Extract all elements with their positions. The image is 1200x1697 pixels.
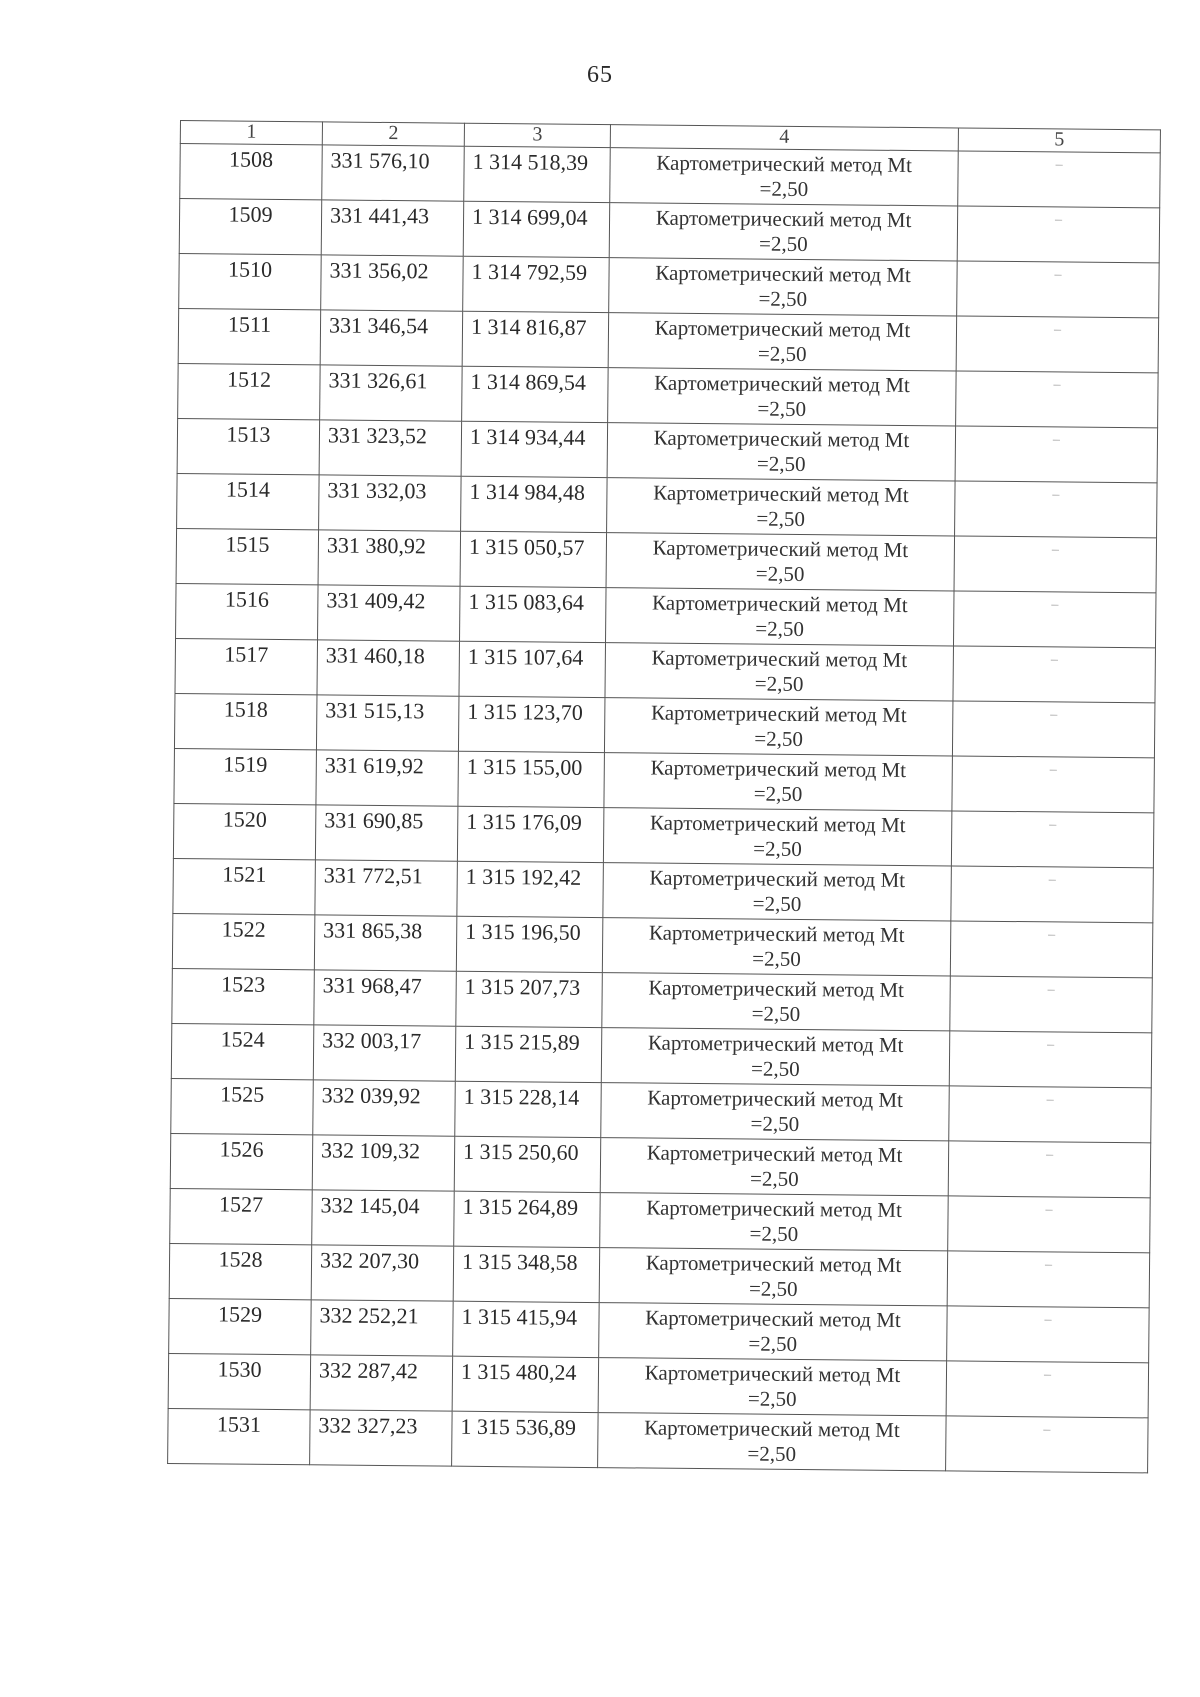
accuracy-text: =2,50: [758, 231, 808, 257]
y-coordinate-cell: 1 314 984,48: [461, 476, 608, 532]
x-coordinate-cell: 331 619,92: [316, 750, 459, 806]
method-cell: [608, 368, 957, 426]
method-cell: [601, 1028, 950, 1086]
method-cell: [609, 203, 958, 261]
table-row: [177, 473, 1157, 537]
column-header-1: 1: [180, 121, 322, 145]
note-cell: –: [953, 646, 1156, 703]
method-cell: [600, 1193, 949, 1251]
method-text: Картометрический метод Mt: [652, 535, 909, 563]
x-coordinate-cell: 332 145,04: [312, 1190, 455, 1246]
page-number: 65: [587, 62, 613, 88]
point-number-cell: 1515: [176, 528, 319, 584]
table-row: [170, 1133, 1150, 1197]
point-number-cell: 1522: [172, 913, 315, 969]
x-coordinate-cell: 332 287,42: [310, 1355, 453, 1411]
accuracy-text: =2,50: [757, 341, 807, 367]
x-coordinate-cell: 331 326,61: [320, 365, 463, 421]
table-row: [176, 583, 1156, 647]
y-coordinate-cell: 1 314 869,54: [462, 366, 609, 422]
table-row: [175, 638, 1155, 702]
note-cell: –: [949, 1031, 1152, 1088]
point-number-cell: 1525: [171, 1078, 314, 1134]
note-cell: –: [955, 426, 1158, 483]
x-coordinate-cell: 331 409,42: [318, 585, 461, 641]
accuracy-text: =2,50: [747, 1441, 797, 1466]
accuracy-text: =2,50: [756, 506, 806, 532]
y-coordinate-cell: 1 315 050,57: [460, 531, 607, 587]
table-row: [171, 1078, 1151, 1142]
method-text: Картометрический метод Mt: [653, 425, 910, 453]
method-text: Картометрический метод Mt: [646, 1140, 903, 1167]
note-cell: –: [949, 1086, 1152, 1143]
point-number-cell: 1523: [172, 968, 315, 1024]
point-number-cell: 1527: [170, 1188, 313, 1244]
method-text: Картометрический метод Mt: [653, 480, 909, 508]
method-cell: [600, 1138, 949, 1196]
x-coordinate-cell: 331 332,03: [319, 475, 462, 531]
note-cell: –: [950, 976, 1153, 1033]
accuracy-text: =2,50: [757, 396, 807, 422]
method-text: Картометрический метод Mt: [646, 1195, 902, 1222]
y-coordinate-cell: 1 314 816,87: [462, 311, 609, 367]
point-number-cell: 1531: [168, 1408, 311, 1464]
x-coordinate-cell: 331 690,85: [315, 805, 458, 861]
method-text: Картометрический метод Mt: [644, 1415, 900, 1442]
method-text: Картометрический метод Mt: [656, 150, 912, 178]
coordinates-table: [167, 120, 1161, 1473]
method-text: Картометрический метод Mt: [650, 755, 907, 782]
y-coordinate-cell: 1 315 155,00: [458, 751, 605, 807]
method-cell: [598, 1358, 947, 1416]
y-coordinate-cell: 1 315 536,89: [452, 1411, 599, 1467]
point-number-cell: 1510: [179, 253, 322, 309]
note-cell: –: [956, 371, 1159, 428]
y-coordinate-cell: 1 315 107,64: [459, 641, 606, 697]
method-cell: [610, 148, 959, 206]
method-text: Картометрический метод Mt: [644, 1360, 901, 1387]
y-coordinate-cell: 1 315 192,42: [457, 861, 604, 917]
method-cell: [606, 533, 955, 591]
accuracy-text: =2,50: [755, 561, 805, 587]
x-coordinate-cell: 331 380,92: [318, 530, 461, 586]
note-cell: –: [957, 261, 1160, 318]
y-coordinate-cell: 1 315 215,89: [455, 1026, 602, 1082]
table-row: [179, 253, 1159, 317]
point-number-cell: 1511: [178, 308, 321, 364]
accuracy-text: =2,50: [749, 1166, 799, 1191]
point-number-cell: 1517: [175, 638, 318, 694]
accuracy-text: =2,50: [753, 781, 803, 807]
accuracy-text: =2,50: [751, 1001, 801, 1026]
x-coordinate-cell: 331 576,10: [322, 145, 465, 201]
method-text: Картометрический метод Mt: [654, 315, 911, 343]
accuracy-text: =2,50: [753, 836, 802, 862]
accuracy-text: =2,50: [758, 286, 808, 312]
point-number-cell: 1514: [177, 473, 320, 529]
point-number-cell: 1521: [173, 858, 316, 914]
method-cell: [604, 698, 953, 756]
y-coordinate-cell: 1 315 176,09: [457, 806, 604, 862]
method-cell: [604, 753, 953, 811]
point-number-cell: 1528: [169, 1243, 312, 1299]
note-cell: –: [946, 1416, 1149, 1473]
table-row: [169, 1298, 1149, 1362]
table-row: [172, 913, 1152, 977]
method-text: Картометрический метод Mt: [645, 1305, 901, 1332]
accuracy-text: =2,50: [749, 1221, 799, 1246]
note-cell: –: [954, 536, 1157, 593]
table-row: [173, 803, 1153, 867]
note-cell: –: [958, 151, 1161, 208]
point-number-cell: 1529: [169, 1298, 312, 1354]
point-number-cell: 1509: [179, 199, 322, 255]
table-row: [169, 1243, 1149, 1307]
y-coordinate-cell: 1 315 480,24: [452, 1356, 599, 1412]
coordinates-table-wrapper: [167, 120, 1160, 1473]
point-number-cell: 1512: [178, 363, 321, 419]
x-coordinate-cell: 332 109,32: [312, 1135, 455, 1191]
y-coordinate-cell: 1 314 699,04: [463, 201, 610, 257]
y-coordinate-cell: 1 314 518,39: [464, 146, 611, 202]
column-header-5: 5: [958, 128, 1160, 153]
method-text: Картометрический метод Mt: [654, 370, 910, 398]
y-coordinate-cell: 1 314 792,59: [463, 256, 610, 312]
accuracy-text: =2,50: [750, 1111, 800, 1136]
method-cell: [608, 313, 957, 371]
x-coordinate-cell: 331 323,52: [319, 420, 462, 476]
x-coordinate-cell: 331 441,43: [321, 200, 464, 256]
note-cell: –: [947, 1306, 1150, 1363]
x-coordinate-cell: 332 207,30: [311, 1245, 454, 1301]
x-coordinate-cell: 331 346,54: [320, 310, 463, 366]
method-text: Картометрический метод Mt: [648, 920, 905, 947]
x-coordinate-cell: 331 460,18: [317, 640, 460, 696]
accuracy-text: =2,50: [748, 1276, 798, 1301]
accuracy-text: =2,50: [747, 1386, 797, 1411]
point-number-cell: 1508: [180, 144, 323, 200]
table-row: [180, 144, 1160, 208]
table-row: [176, 528, 1156, 592]
accuracy-text: =2,50: [754, 671, 804, 697]
y-coordinate-cell: 1 314 934,44: [461, 421, 608, 477]
note-cell: –: [948, 1196, 1151, 1253]
note-cell: –: [956, 316, 1159, 373]
x-coordinate-cell: 332 327,23: [310, 1410, 453, 1466]
method-text: Картометрический метод Mt: [648, 975, 905, 1002]
method-cell: [603, 863, 952, 921]
accuracy-text: =2,50: [755, 616, 805, 642]
y-coordinate-cell: 1 315 264,89: [454, 1191, 601, 1247]
note-cell: –: [952, 756, 1155, 813]
method-text: Картометрический метод Mt: [655, 260, 911, 288]
method-cell: [607, 478, 956, 536]
x-coordinate-cell: 331 865,38: [314, 915, 457, 971]
method-cell: [605, 643, 954, 701]
point-number-cell: 1524: [171, 1023, 314, 1079]
method-text: Картометрический метод Mt: [645, 1250, 902, 1277]
accuracy-text: =2,50: [754, 726, 803, 752]
method-cell: [603, 808, 952, 866]
method-text: Картометрический метод Mt: [650, 700, 907, 728]
y-coordinate-cell: 1 315 250,60: [454, 1136, 601, 1192]
y-coordinate-cell: 1 315 083,64: [460, 586, 607, 642]
y-coordinate-cell: 1 315 196,50: [456, 916, 603, 972]
point-number-cell: 1530: [168, 1353, 311, 1409]
accuracy-text: =2,50: [756, 451, 806, 477]
x-coordinate-cell: 331 515,13: [316, 695, 459, 751]
column-header-3: 3: [464, 123, 610, 147]
method-cell: [601, 1083, 950, 1141]
method-cell: [598, 1413, 947, 1471]
method-cell: [599, 1303, 948, 1361]
accuracy-text: =2,50: [752, 946, 801, 971]
column-header-2: 2: [322, 122, 464, 146]
accuracy-text: =2,50: [751, 1056, 800, 1081]
accuracy-text: =2,50: [752, 891, 802, 916]
method-text: Картометрический метод Mt: [647, 1085, 904, 1112]
table-row: [178, 363, 1158, 427]
table-row: [172, 968, 1152, 1032]
y-coordinate-cell: 1 315 228,14: [455, 1081, 602, 1137]
method-cell: [609, 258, 958, 316]
y-coordinate-cell: 1 315 123,70: [458, 696, 605, 752]
method-cell: [606, 588, 955, 646]
accuracy-text: =2,50: [759, 176, 809, 202]
point-number-cell: 1516: [176, 583, 319, 639]
method-cell: [607, 423, 956, 481]
note-cell: –: [951, 811, 1154, 868]
method-cell: [602, 918, 951, 976]
table-row: [177, 418, 1157, 482]
method-text: Картометрический метод Mt: [655, 205, 912, 233]
point-number-cell: 1526: [170, 1133, 313, 1189]
table-row: [170, 1188, 1150, 1252]
table-row: [174, 693, 1154, 757]
point-number-cell: 1513: [177, 418, 320, 474]
table-row: [171, 1023, 1151, 1087]
table-row: [174, 748, 1154, 812]
method-cell: [599, 1248, 948, 1306]
table-row: [173, 858, 1153, 922]
note-cell: –: [950, 921, 1153, 978]
point-number-cell: 1520: [173, 803, 316, 859]
table-row: [179, 199, 1159, 263]
accuracy-text: =2,50: [748, 1331, 798, 1356]
point-number-cell: 1519: [174, 748, 317, 804]
method-cell: [602, 973, 951, 1031]
note-cell: –: [947, 1251, 1150, 1308]
method-text: Картометрический метод Mt: [649, 865, 906, 892]
column-header-4: 4: [610, 125, 958, 151]
x-coordinate-cell: 331 356,02: [321, 255, 464, 311]
x-coordinate-cell: 331 968,47: [314, 970, 457, 1026]
note-cell: –: [948, 1141, 1151, 1198]
note-cell: –: [951, 866, 1154, 923]
method-text: Картометрический метод Mt: [647, 1030, 904, 1057]
table-row: [168, 1353, 1148, 1417]
y-coordinate-cell: 1 315 207,73: [456, 971, 603, 1027]
table-row: [178, 308, 1158, 372]
x-coordinate-cell: 332 252,21: [311, 1300, 454, 1356]
method-text: Картометрический метод Mt: [651, 645, 908, 673]
note-cell: –: [957, 206, 1160, 263]
x-coordinate-cell: 332 039,92: [313, 1080, 456, 1136]
point-number-cell: 1518: [174, 693, 317, 749]
note-cell: –: [952, 701, 1155, 758]
method-text: Картометрический метод Mt: [649, 810, 906, 837]
note-cell: –: [946, 1361, 1149, 1418]
note-cell: –: [955, 481, 1158, 538]
note-cell: –: [953, 591, 1156, 648]
y-coordinate-cell: 1 315 415,94: [453, 1301, 600, 1357]
x-coordinate-cell: 331 772,51: [315, 860, 458, 916]
table-body: [168, 144, 1161, 1473]
table-row: [168, 1408, 1148, 1472]
x-coordinate-cell: 332 003,17: [313, 1025, 456, 1081]
method-text: Картометрический метод Mt: [651, 590, 908, 618]
y-coordinate-cell: 1 315 348,58: [453, 1246, 600, 1302]
